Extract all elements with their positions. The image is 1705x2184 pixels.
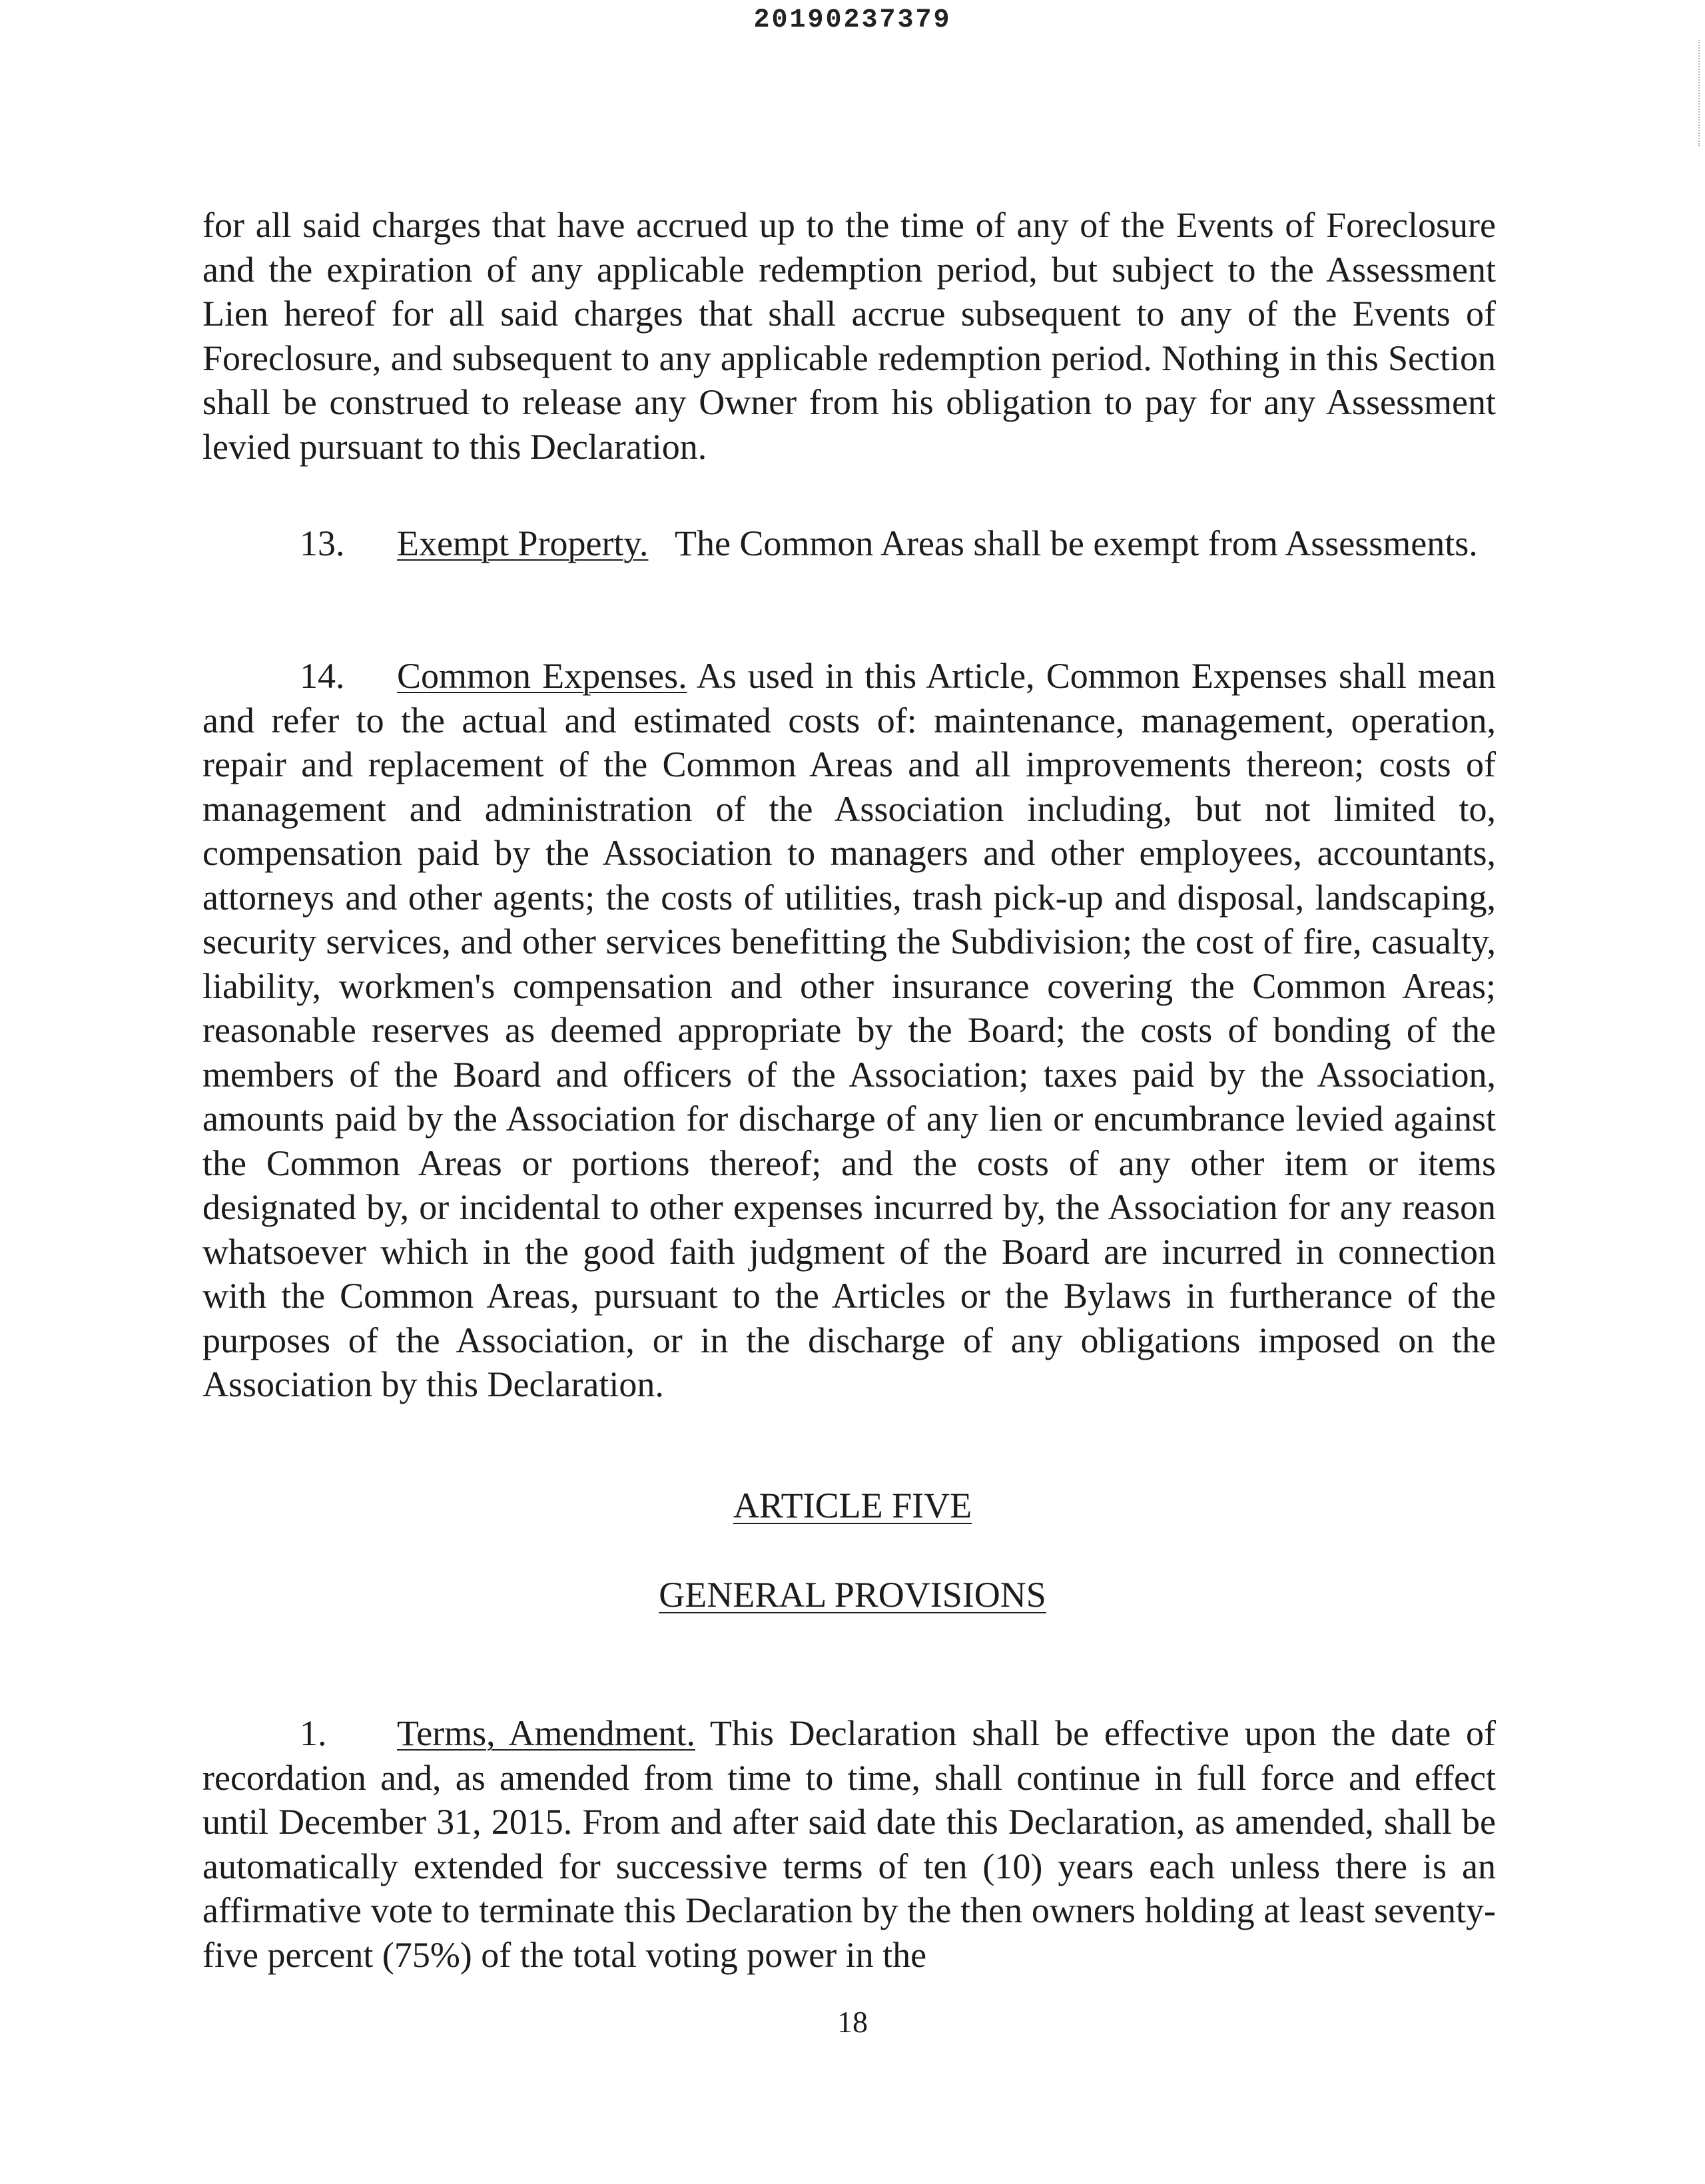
article-subheading-text: GENERAL PROVISIONS	[659, 1575, 1046, 1615]
page-number: 18	[837, 2005, 868, 2039]
section-14-number: 14.	[300, 656, 345, 696]
scan-margin-mark	[1698, 40, 1705, 146]
section-1-number: 1.	[300, 1713, 327, 1753]
section-13-text: The Common Areas shall be exempt from Assessments.	[674, 523, 1478, 563]
section-13-number: 13.	[300, 523, 345, 563]
section-13	[202, 521, 1496, 566]
document-number: 20190237379	[753, 5, 952, 35]
article-subheading	[0, 1573, 1705, 1617]
section-13-title: Exempt Property.	[397, 523, 649, 563]
continuation-text: for all said charges that have accrued up to the time of any of the Events of Foreclosure and the expiration of any applicable redemption period, but subject to the Assessment Lien hereof for all said charges that shall accrue subsequent to any of the Events of Foreclosure, and subsequent to any applicable redemption period. Nothing in this Section shall be construed to release any Owner from his obligation to pay for any Assessment levied pursuant to this Declaration.	[202, 205, 1496, 467]
article-heading-text: ARTICLE FIVE	[733, 1486, 972, 1525]
continuation-paragraph	[202, 203, 1496, 469]
section-14-title: Common Expenses.	[397, 656, 687, 696]
section-14-text: As used in this Article, Common Expenses shall mean and refer to the actual and estimated costs of: maintenance, management, operation, repair and replacement of the Common Areas and all improvements thereon; costs of management and administration of the Association including, but not limited to, compensation paid by the Association to managers and other employees, accountants, attorneys and other agents; the costs of utilities, trash pick-up and disposal, landscaping, security services, and other services benefitting the Subdivision; the cost of fire, casualty, liability, workmen's compensation and other insurance covering the Common Areas; reasonable reserves as deemed appropriate by the Board; the costs of bonding of the members of the Board and officers of the Association; taxes paid by the Association, amounts paid by the Association for discharge of any lien or encumbrance levied against the Common Areas or portions thereof; and the costs of any other item or items designated by, or incidental to other expenses incurred by, the Association for any reason whatsoever which in the good faith judgment of the Board are incurred in connection with the Common Areas, pursuant to the Articles or the Bylaws in furtherance of the purposes of the Association, or in the discharge of any obligations imposed on the Association by this Declaration.	[202, 656, 1496, 1404]
section-1-title: Terms, Amendment.	[397, 1713, 695, 1753]
section-14	[202, 654, 1496, 1407]
article-heading	[0, 1484, 1705, 1527]
section-1	[202, 1711, 1496, 1977]
section-1-text: This Declaration shall be effective upon the date of recordation and, as amended from time to time, shall continue in full force and effect until December 31, 2015. From and after said date this Declaration, as amended, shall be automatically extended for successive terms of ten (10) years each unless there is an affirmative vote to terminate this Declaration by the then owners holding at least seventy-five percent (75%) of the total voting power in the	[202, 1713, 1496, 1975]
